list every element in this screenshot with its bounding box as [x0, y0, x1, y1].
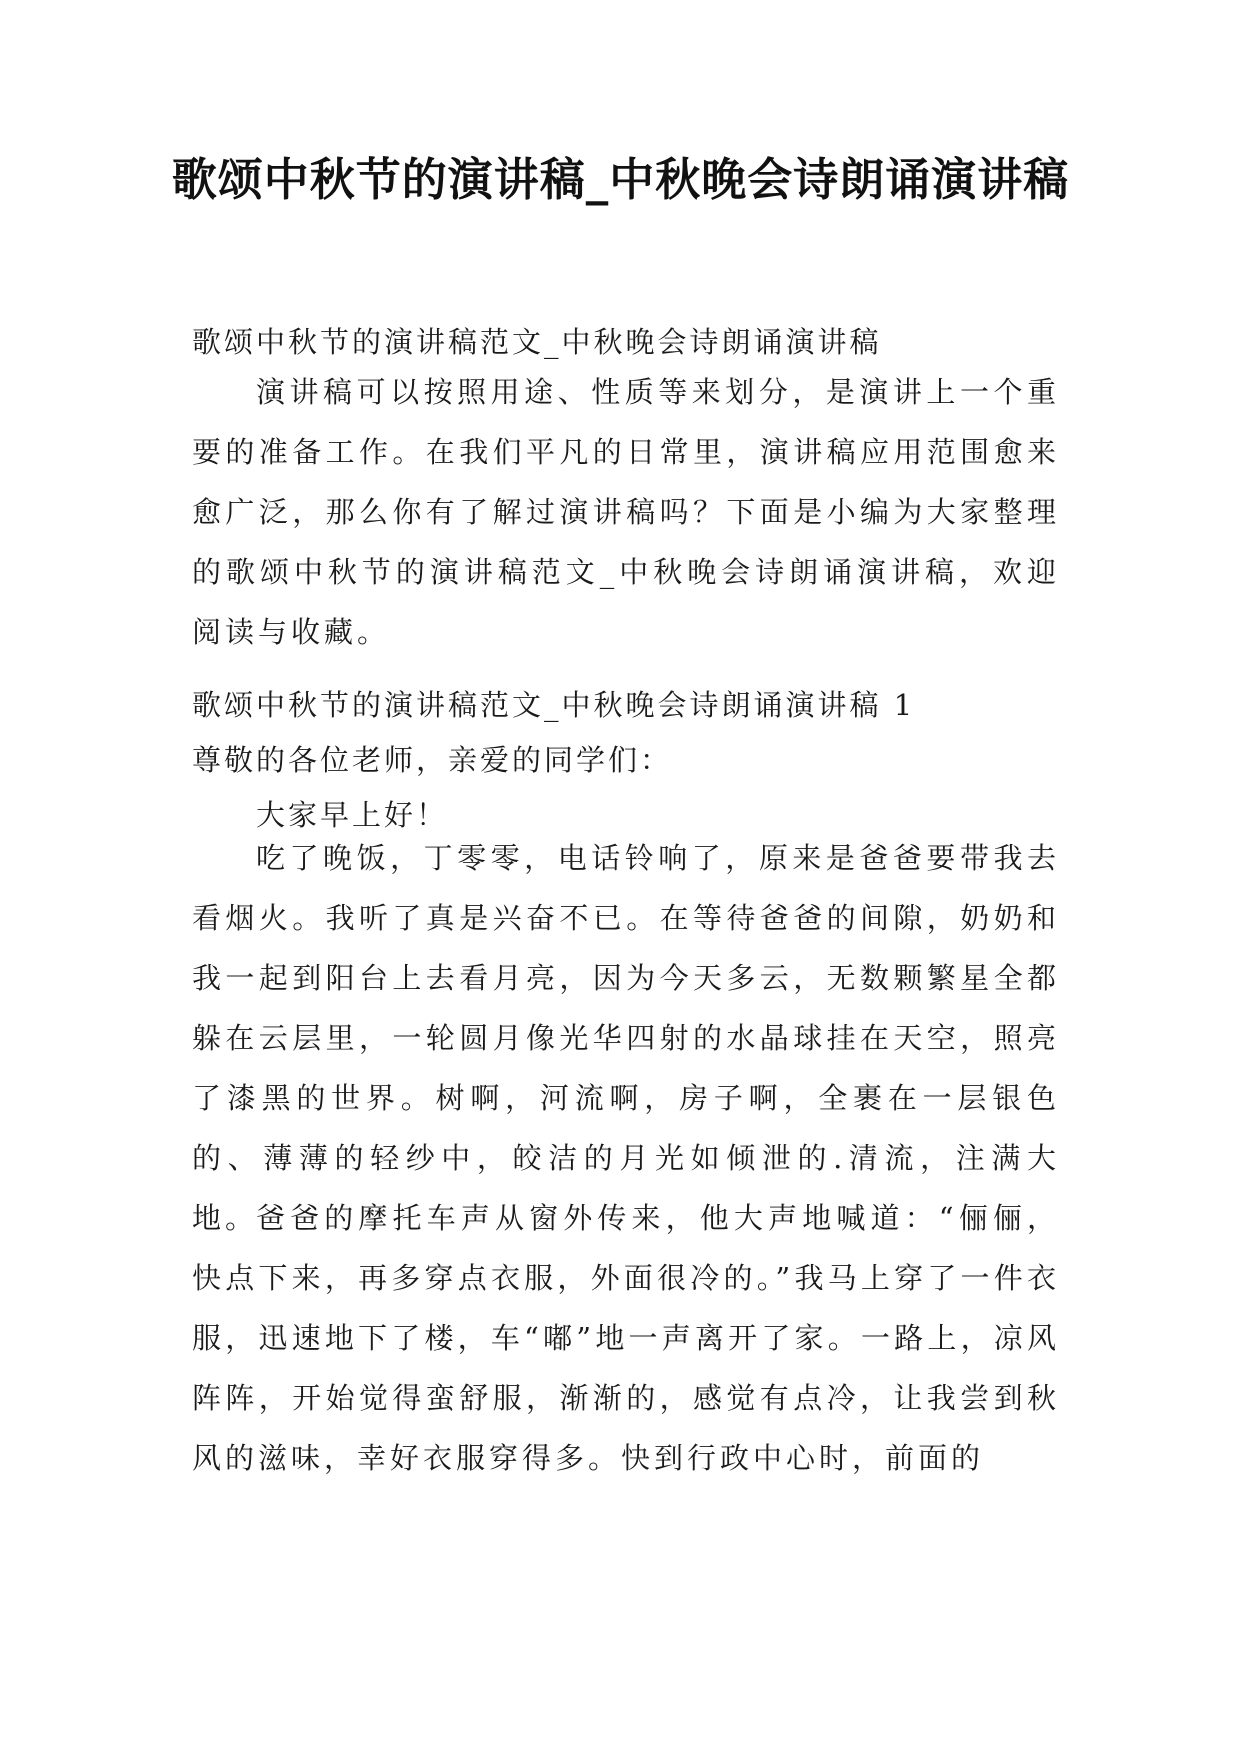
body-paragraph-1: 吃了晚饭，丁零零，电话铃响了，原来是爸爸要带我去看烟火。我听了真是兴奋不已。在等待爸爸的间隙，奶奶和我一起到阳台上去看月亮，因为今天多云，无数颗繁星全都躲在云层里，一轮圆月像光华四射的水晶球挂在天空，照亮了漆黑的世界。树啊，河流啊，房子啊，全裹在一层银色的、薄薄的轻纱中，皎洁的月光如倾泄的.清流，注满大地。	[192, 841, 1060, 1235]
section-heading: 歌颂中秋节的演讲稿范文_中秋晚会诗朗诵演讲稿 1	[192, 688, 916, 722]
document-subtitle: 歌颂中秋节的演讲稿范文_中秋晚会诗朗诵演讲稿	[192, 325, 882, 359]
document-title: 歌颂中秋节的演讲稿_中秋晚会诗朗诵演讲稿	[171, 153, 1070, 206]
body-paragraph-2: 爸爸的摩托车声从窗外传来，他大声地喊道：“俪俪，快点下来，再多穿点衣服，外面很冷的。”我马上穿了一件衣服，迅速地下了楼，车“嘟”地一声离开了家。一路上，凉风阵阵，开始觉得蛮舒服，渐渐的，感觉有点冷，让我尝到秋风的滋味，幸好衣服穿得多。快到行政中心时，前面的	[192, 1201, 1060, 1475]
greeting: 大家早上好！	[256, 798, 449, 832]
intro-paragraph: 演讲稿可以按照用途、性质等来划分，是演讲上一个重要的准备工作。在我们平凡的日常里，演讲稿应用范围愈来愈广泛，那么你有了解过演讲稿吗？下面是小编为大家整理的歌颂中秋节的演讲稿范文_中秋晚会诗朗诵演讲稿，欢迎阅读与收藏。	[192, 375, 1060, 649]
salutation: 尊敬的各位老师，亲爱的同学们：	[192, 743, 673, 777]
